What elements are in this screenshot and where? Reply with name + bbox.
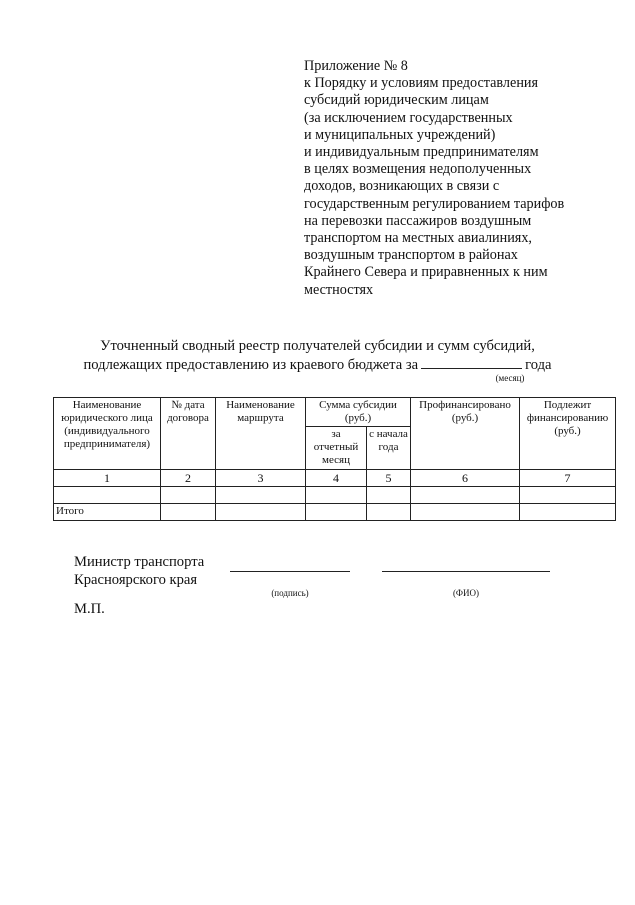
signatory-title-line-2: Красноярского края [74, 572, 198, 588]
table-cell[interactable] [306, 487, 367, 504]
appendix-line: к Порядку и условиям предоставления [304, 75, 539, 92]
registry-table [53, 397, 616, 521]
empty-data-row [54, 487, 616, 504]
appendix-line: доходов, возникающих в связи с [304, 178, 500, 195]
document-title [0, 338, 635, 374]
month-caption: (месяц) [495, 373, 525, 383]
appendix-line: государственным регулированием тарифов [304, 195, 565, 212]
table-cell[interactable] [367, 487, 411, 504]
column-number: 4 [306, 470, 367, 487]
header-contract: № дата договора [161, 398, 216, 470]
header-month-sum: за отчетный месяц [306, 427, 367, 470]
appendix-line: и индивидуальным предпринимателям [304, 144, 539, 161]
appendix-line: и муниципальных учреждений) [304, 126, 496, 143]
table-cell[interactable] [520, 487, 616, 504]
column-number: 1 [54, 470, 161, 487]
header-row [54, 398, 616, 427]
stamp-place: М.П. [74, 601, 105, 617]
column-number: 3 [216, 470, 306, 487]
name-caption: (ФИО) [452, 588, 480, 598]
header-route: Наименование маршрута [216, 398, 306, 470]
header-subsidy-sum: Сумма субсидии (руб.) [306, 398, 411, 427]
signature-caption: (подпись) [271, 588, 309, 598]
appendix-line: Приложение № 8 [304, 58, 408, 74]
appendix-line: местностях [304, 281, 374, 298]
appendix-line: транспортом на местных авиалиниях, [304, 230, 532, 247]
header-to-finance: Подлежит финансированию (руб.) [520, 398, 616, 470]
header-org-name: Наименование юридического лица (индивидуального предпринимателя) [54, 398, 161, 470]
column-number-row [54, 470, 616, 487]
table-cell[interactable] [161, 487, 216, 504]
title-line-2 [0, 356, 635, 375]
column-number: 7 [520, 470, 616, 487]
header-year-sum: с начала года [367, 427, 411, 470]
appendix-line: субсидий юридическим лицам [304, 92, 489, 109]
table-cell[interactable] [306, 504, 367, 521]
table-cell[interactable] [411, 504, 520, 521]
table-cell[interactable] [520, 504, 616, 521]
total-label: Итого [54, 504, 161, 521]
title-line-2-before: подлежащих предоставлению из краевого бюджета за [83, 356, 419, 373]
month-blank-line[interactable] [421, 356, 522, 369]
signatory-block [74, 553, 204, 589]
table-cell[interactable] [411, 487, 520, 504]
appendix-line: воздушным транспортом в районах [304, 247, 518, 264]
appendix-line: (за исключением государственных [304, 109, 513, 126]
appendix-line: на перевозки пассажиров воздушным [304, 212, 532, 229]
appendix-line: в целях возмещения недополученных [304, 161, 532, 178]
name-line[interactable] [382, 571, 550, 572]
appendix-line: Крайнего Севера и приравненных к ним [304, 264, 548, 281]
title-line-2-after: года [525, 356, 552, 373]
appendix-block [304, 58, 614, 299]
column-number: 5 [367, 470, 411, 487]
signatory-title-line-1: Министр транспорта [74, 554, 205, 570]
table-cell[interactable] [216, 504, 306, 521]
table-cell[interactable] [161, 504, 216, 521]
column-number: 2 [161, 470, 216, 487]
column-number: 6 [411, 470, 520, 487]
table-cell[interactable] [367, 504, 411, 521]
signature-line[interactable] [230, 571, 350, 572]
total-row [54, 504, 616, 521]
title-line-1: Уточненный сводный реестр получателей субсидии и сумм субсидий, [100, 338, 535, 354]
table-cell[interactable] [54, 487, 161, 504]
table-cell[interactable] [216, 487, 306, 504]
header-financed: Профинансировано (руб.) [411, 398, 520, 470]
